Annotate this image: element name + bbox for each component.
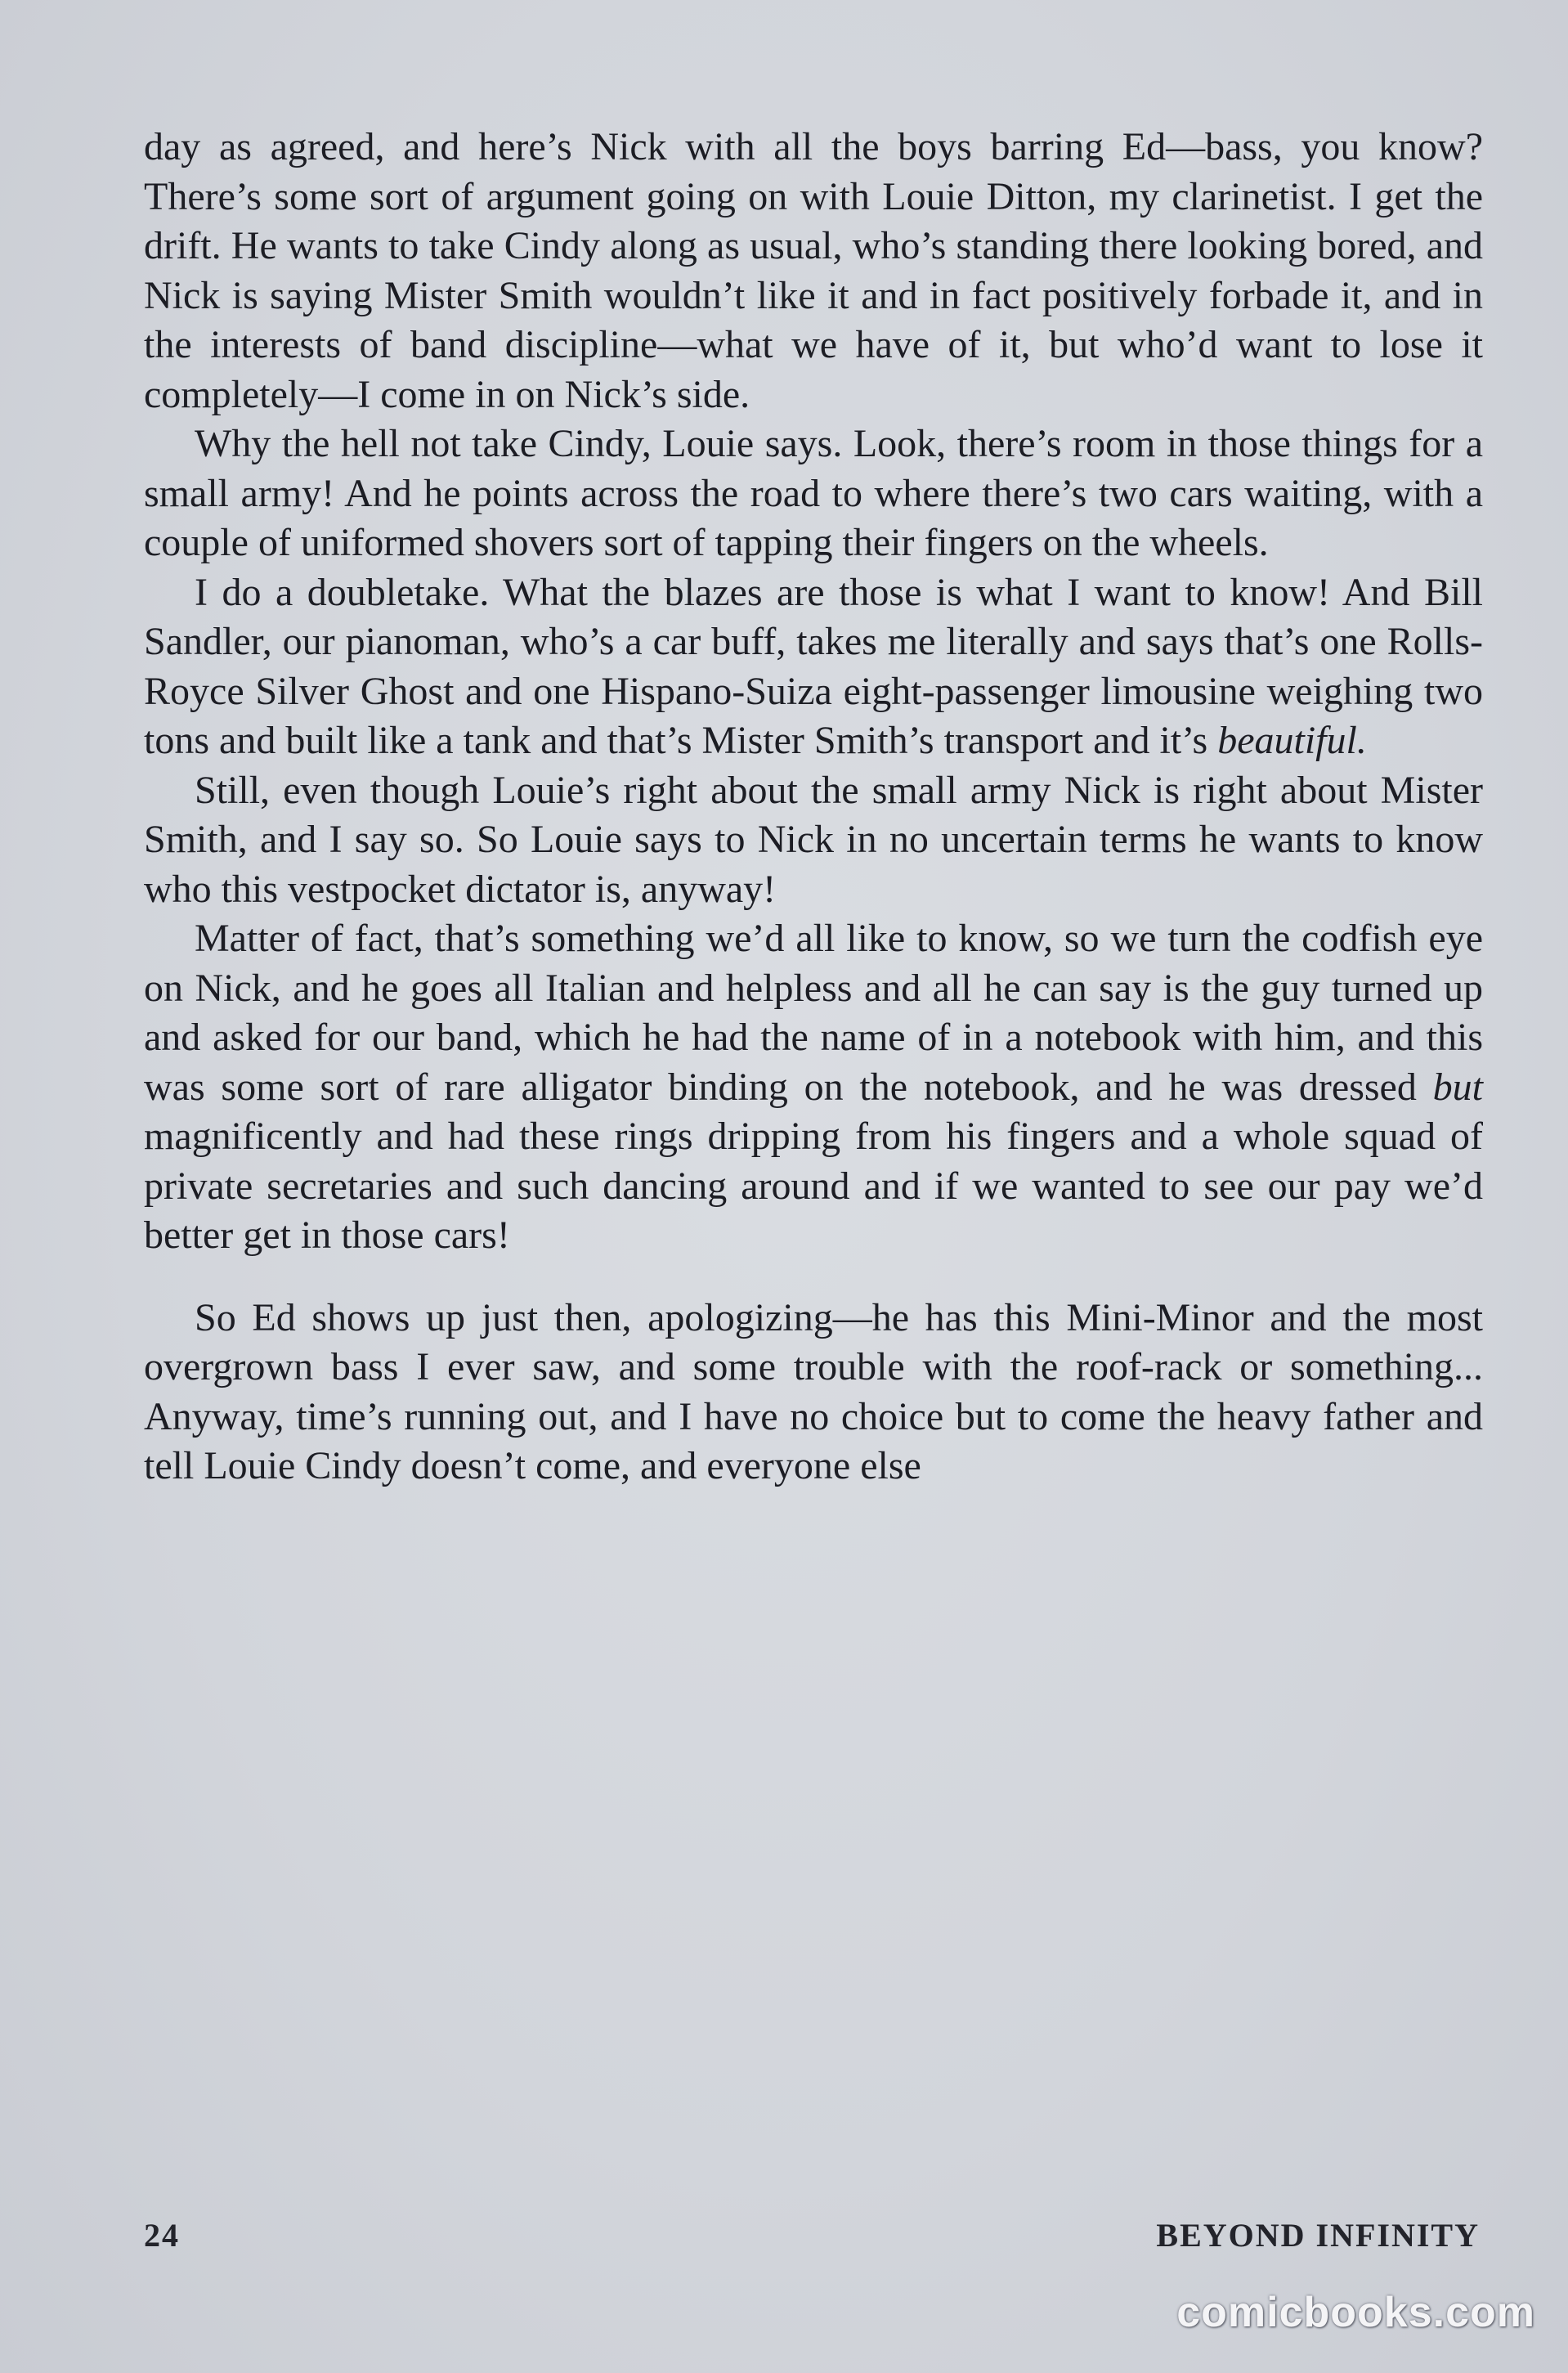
body-text [144,123,1483,1492]
paragraph-5 [144,914,1483,1261]
page-number: 24 [144,2217,180,2254]
running-head: BEYOND INFINITY [1156,2217,1480,2254]
paragraph-6-text: So Ed shows up just then, apologizing—he has this Mini-Minor and the most overgrown bass I ever saw, and some trouble with the roof-rack or something... Anyway, time’s running out, and I have no choice but to come the heavy father and tell Louie Cindy doesn’t come, and everyone else [144,1295,1483,1487]
paragraph-2-text: Why the hell not take Cindy, Louie says. Look, there’s room in those things for a small army! And he points across the road to where there’s two cars waiting, with a couple of uniformed shovers sort of tapping their fingers on the wheels. [144,422,1483,564]
paragraph-2 [144,419,1483,568]
paragraph-5-italic: but [1432,1065,1483,1109]
paragraph-5-text: Matter of fact, that’s something we’d all like to know, so we turn the codfish eye on Nick, and he goes all Italian and helpless and all he can say is the guy turned up and asked for our band, which he had the name of in a notebook with him, and this was some sort of rare alligator binding on the notebook, and he was dressed [144,917,1483,1109]
paragraph-6 [144,1294,1483,1492]
paragraph-3-text: I do a doubletake. What the blazes are those is what I want to know! And Bill Sandler, our pianoman, who’s a car buff, takes me literally and says that’s one Rolls-Royce Silver Ghost and one Hispano-Suiza eight-passenger limousine weighing two tons and built like a tank and that’s Mister Smith’s transport and it’s [144,570,1483,762]
paragraph-4-text: Still, even though Louie’s right about the small army Nick is right about Mister Smith, and I say so. So Louie says to Nick in no uncertain terms he wants to know who this vestpocket dictator is, anyway! [144,768,1483,911]
paragraph-1-text: day as agreed, and here’s Nick with all the boys barring Ed—bass, you know? There’s some sort of argument going on with Louie Ditton, my clarinetist. I get the drift. He wants to take Cindy along as usual, who’s standing there looking bored, and Nick is saying Mister Smith wouldn’t like it and in fact positively forbade it, and in the interests of band discipline—what we have of it, but who’d want to lose it completely—I come in on Nick’s side. [144,125,1483,416]
paragraph-3-italic: beautiful. [1217,719,1367,762]
paragraph-3 [144,568,1483,766]
paragraph-1 [144,123,1483,419]
paragraph-5-text-cont: magnificently and had these rings dripping from his fingers and a whole squad of private secretaries and such dancing around and if we wanted to see our pay we’d better get in those cars! [144,1115,1483,1257]
watermark-logo: comicbooks.com [1176,2289,1535,2336]
paragraph-4 [144,766,1483,915]
